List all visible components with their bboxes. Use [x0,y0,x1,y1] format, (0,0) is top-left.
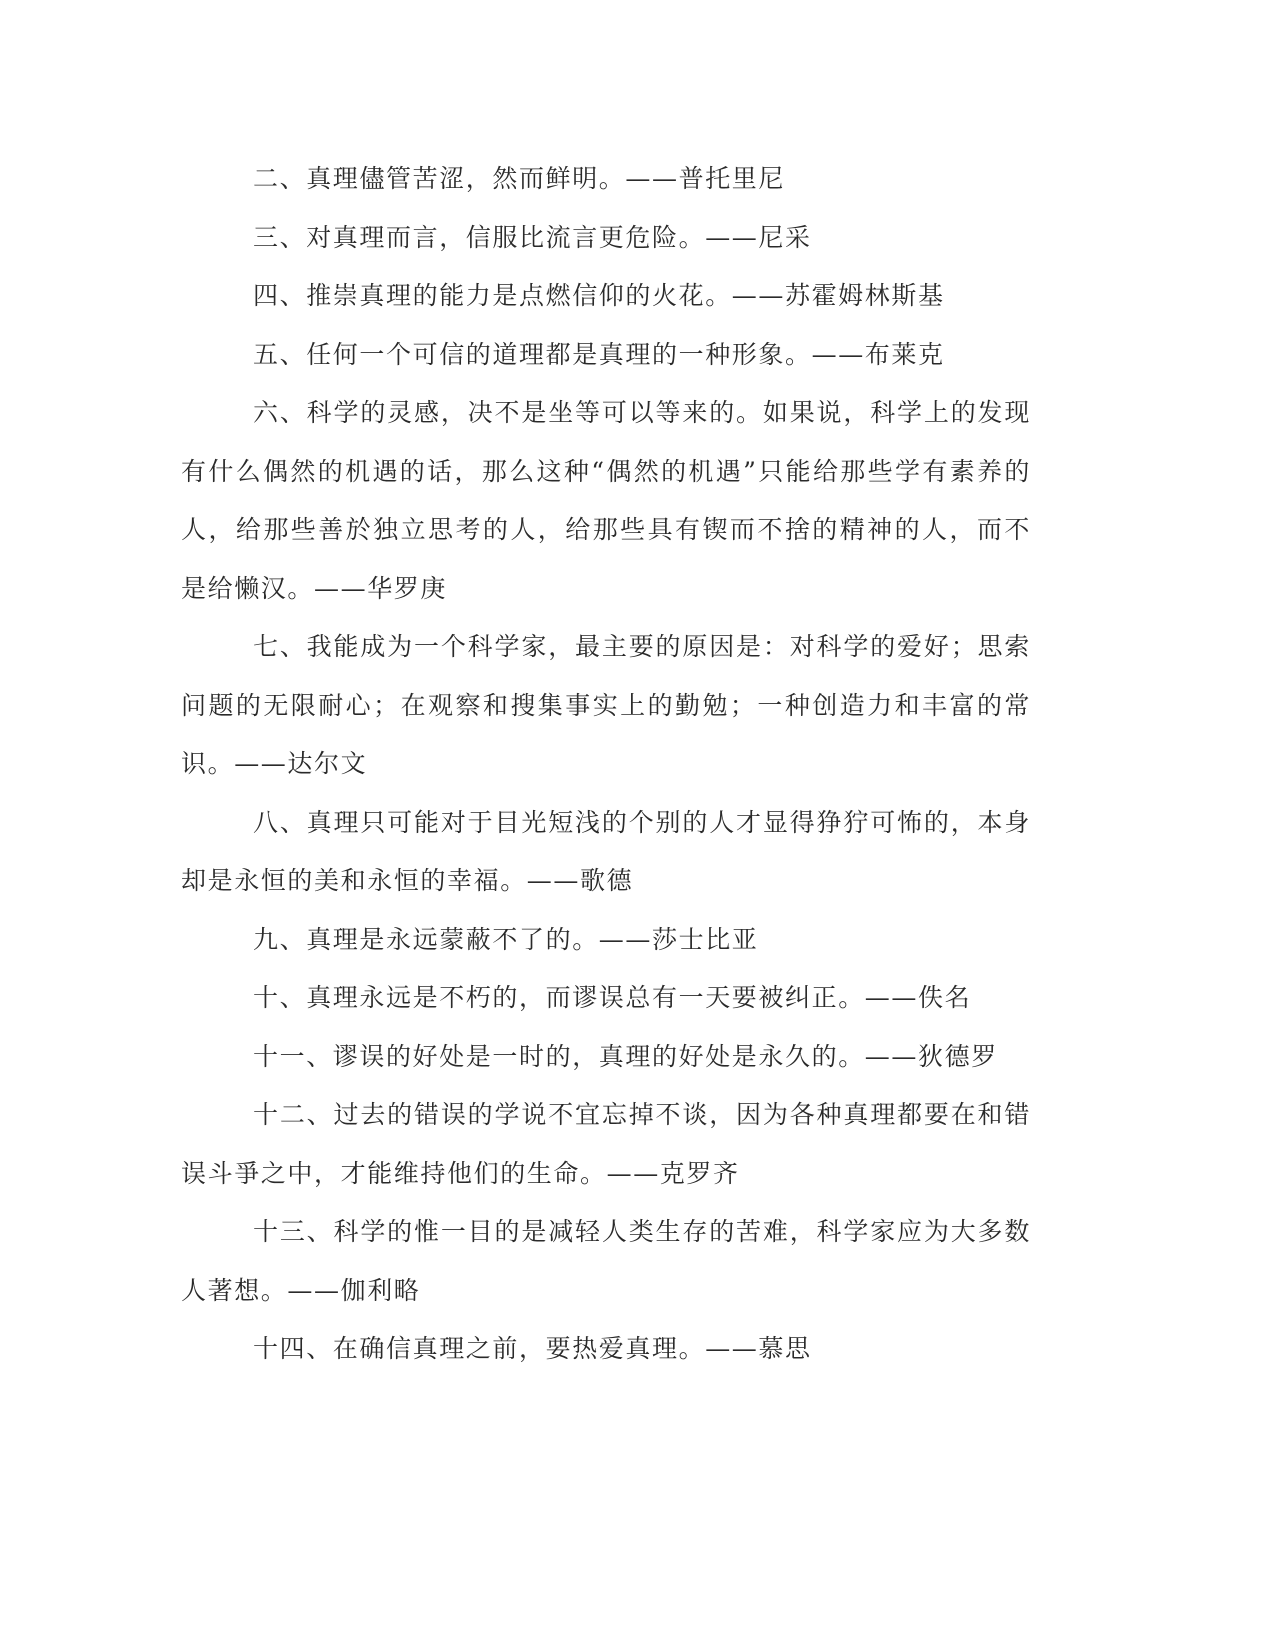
quote-paragraph: 六、科学的灵感，决不是坐等可以等来的。如果说，科学上的发现有什么偶然的机遇的话，那么这种“偶然的机遇”只能给那些学有素养的人，给那些善於独立思考的人，给那些具有锲而不捨的精神的人，而不是给懒汉。——华罗庚 [181,398,1031,603]
quote-paragraph: 十一、谬误的好处是一时的，真理的好处是永久的。——狄德罗 [253,1041,998,1071]
quote-paragraph: 八、真理只可能对于目光短浅的个别的人才显得狰狞可怖的，本身却是永恒的美和永恒的幸福。——歌德 [181,807,1031,895]
quote-paragraph: 五、任何一个可信的道理都是真理的一种形象。——布莱克 [253,339,945,369]
quote-paragraph: 九、真理是永远蒙蔽不了的。——莎士比亚 [253,924,759,954]
quote-paragraph: 十三、科学的惟一目的是减轻人类生存的苦难，科学家应为大多数人著想。——伽利略 [181,1217,1031,1305]
quote-paragraph: 十二、过去的错误的学说不宜忘掉不谈，因为各种真理都要在和错误斗爭之中，才能维持他们的生命。——克罗齐 [181,1100,1031,1188]
quote-paragraph: 十四、在确信真理之前，要热爱真理。——慕思 [253,1334,812,1363]
quote-paragraph: 十、真理永远是不朽的，而谬误总有一天要被纠正。——佚名 [253,983,972,1012]
quote-paragraph: 三、对真理而言，信服比流言更危险。——尼采 [253,222,812,252]
quote-paragraph: 四、推崇真理的能力是点燃信仰的火花。——苏霍姆林斯基 [253,281,945,310]
quote-paragraph: 二、真理儘管苦涩，然而鲜明。——普托里尼 [253,164,786,193]
quote-paragraph: 七、我能成为一个科学家，最主要的原因是：对科学的爱好；思索问题的无限耐心；在观察和搜集事实上的勤勉；一种创造力和丰富的常识。——达尔文 [181,632,1031,778]
quote-list [181,150,1031,1379]
